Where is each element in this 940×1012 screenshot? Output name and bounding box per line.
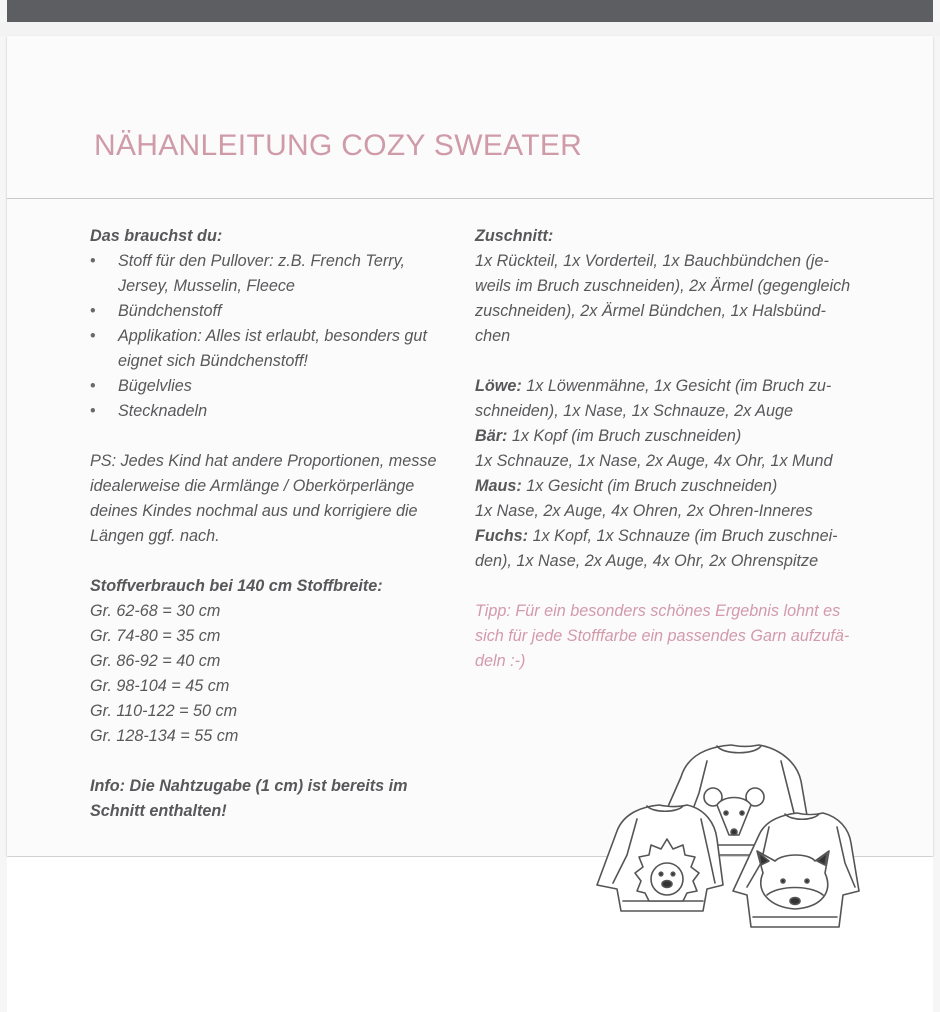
- size-row: Gr. 74-80 = 35 cm: [90, 627, 221, 645]
- info-note: [90, 774, 460, 824]
- size-row: Gr. 86-92 = 40 cm: [90, 652, 221, 670]
- ps-line: PS: Jedes Kind hat andere Proportionen, messe: [90, 452, 437, 470]
- maus-line: [475, 474, 853, 499]
- cut-heading: Zuschnitt:: [475, 227, 554, 245]
- ps-line: deines Kindes nochmal aus und korrigiere die: [90, 502, 418, 520]
- loewe-line: [475, 374, 853, 399]
- right-column: [475, 224, 853, 674]
- info-line: Info: Die Nahtzugabe (1 cm) ist bereits im: [90, 777, 408, 795]
- lion-sweater-icon: [597, 805, 723, 911]
- top-gap: [0, 22, 940, 36]
- tip-line: deln :-): [475, 652, 526, 670]
- size-row: Gr. 62-68 = 30 cm: [90, 602, 221, 620]
- maus-label: Maus:: [475, 477, 522, 495]
- fuchs-label: Fuchs:: [475, 527, 529, 545]
- maus-line-2: 1x Nase, 2x Auge, 4x Ohren, 2x Ohren-Inneres: [475, 502, 813, 520]
- loewe-label: Löwe:: [475, 377, 522, 395]
- document-page: [7, 36, 933, 856]
- ps-note: [90, 449, 460, 549]
- cut-line: weils im Bruch zuschneiden), 2x Ärmel (gegengleich: [475, 277, 851, 295]
- baer-label: Bär:: [475, 427, 508, 445]
- tip-line: sich für jede Stofffarbe ein passendes Garn aufzufä-: [475, 627, 850, 645]
- maus-text: 1x Gesicht (im Bruch zuschneiden): [526, 477, 778, 495]
- tip-note: [475, 599, 853, 674]
- cut-line: chen: [475, 327, 511, 345]
- cut-text: [475, 249, 853, 349]
- animal-parts: [475, 374, 853, 574]
- title-divider: [7, 198, 933, 199]
- sweaters-illustration-icon: [583, 735, 873, 950]
- ps-line: Längen ggf. nach.: [90, 527, 220, 545]
- fuchs-text: 1x Kopf, 1x Schnauze (im Bruch zuschnei-: [532, 527, 838, 545]
- loewe-text: 1x Löwenmähne, 1x Gesicht (im Bruch zu-: [526, 377, 832, 395]
- list-item: • Stecknadeln: [90, 399, 460, 424]
- size-list: [90, 599, 460, 749]
- fuchs-line: [475, 524, 853, 549]
- baer-line: [475, 424, 853, 449]
- list-item: • Applikation: Alles ist erlaubt, besonders gut eignet sich Bündchenstoff!: [90, 324, 460, 374]
- size-row: Gr. 98-104 = 45 cm: [90, 677, 230, 695]
- list-item: • Bündchenstoff: [90, 299, 460, 324]
- loewe-line-2: schneiden), 1x Nase, 1x Schnauze, 2x Auge: [475, 402, 793, 420]
- tip-line: Tipp: Für ein besonders schönes Ergebnis lohnt es: [475, 602, 841, 620]
- materials-heading: Das brauchst du:: [90, 227, 223, 245]
- left-column: [90, 224, 460, 824]
- list-item: • Stoff für den Pullover: z.B. French Terry, Jersey, Musselin, Fleece: [90, 249, 460, 299]
- info-line: Schnitt enthalten!: [90, 802, 227, 820]
- cut-line: 1x Rückteil, 1x Vorderteil, 1x Bauchbündchen (je-: [475, 252, 829, 270]
- cut-line: zuschneiden), 2x Ärmel Bündchen, 1x Halsbünd-: [475, 302, 826, 320]
- list-item: • Bügelvlies: [90, 374, 460, 399]
- page-title: NÄHANLEITUNG COZY SWEATER: [94, 129, 583, 162]
- baer-line-2: 1x Schnauze, 1x Nase, 2x Auge, 4x Ohr, 1x Mund: [475, 452, 833, 470]
- ps-line: idealerweise die Armlänge / Oberkörperlänge: [90, 477, 415, 495]
- size-row: Gr. 128-134 = 55 cm: [90, 727, 239, 745]
- fuchs-line-2: den), 1x Nase, 2x Auge, 4x Ohr, 2x Ohrenspitze: [475, 552, 819, 570]
- window-top-bar: [7, 0, 933, 22]
- materials-list: [90, 249, 460, 424]
- consumption-heading: Stoffverbrauch bei 140 cm Stoffbreite:: [90, 577, 383, 595]
- size-row: Gr. 110-122 = 50 cm: [90, 702, 238, 720]
- baer-text: 1x Kopf (im Bruch zuschneiden): [511, 427, 742, 445]
